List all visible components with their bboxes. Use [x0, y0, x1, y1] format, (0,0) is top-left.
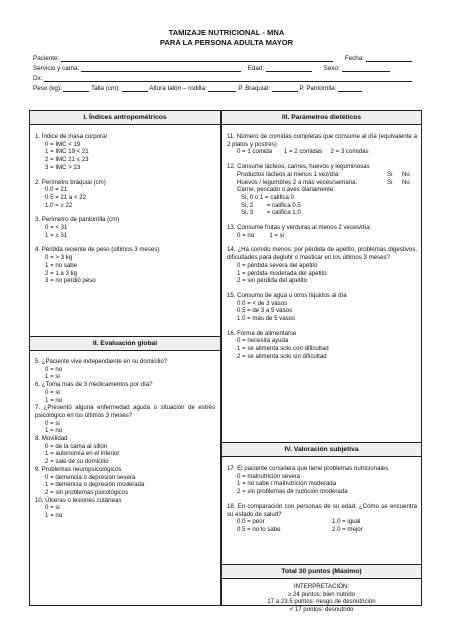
ppantorrilla-field[interactable]	[338, 85, 362, 92]
q12-rating: Si, 0 o 1 = califica 0	[241, 193, 295, 201]
q8-label: 8. Movilidad	[35, 435, 68, 443]
q18-label: 18. En comparación con personas de su edad, ¿Cómo se encuentra su estado de salud?	[227, 502, 417, 518]
section-indices: I. Índices antropométricos	[29, 110, 221, 125]
q10-option: 1 = no	[45, 512, 63, 520]
q12-row-lacteos	[227, 171, 417, 179]
section-valoracion: IV. Valoración subjetiva	[221, 442, 422, 457]
servicio-label: Servicio y cama:	[33, 65, 80, 72]
q3-option: 1 = ≥ 31	[45, 231, 68, 239]
q6-option: 0 = si	[45, 388, 60, 396]
altura-field[interactable]	[208, 85, 236, 92]
interpretation	[221, 583, 422, 614]
fecha-field[interactable]	[366, 55, 412, 62]
q7-option: 0 = si	[45, 419, 60, 427]
q15-option: 1.0 = más de 5 vasos	[237, 315, 296, 323]
interp-line: 17 a 23.5 puntos: riesgo de desnutrición	[267, 598, 376, 606]
q12-label: 12. Consume lácteos, carnes, huevos y leguminosas	[227, 163, 370, 171]
q18-options-row	[227, 518, 417, 526]
interp-line: < 17 puntos: desnutrido	[289, 606, 354, 614]
q18-option: 0.0 = peor	[237, 518, 265, 526]
q18-options-row	[227, 526, 417, 534]
pbraquial-field[interactable]	[272, 85, 298, 92]
q3-label: 3. Perímetro de pantorrilla (cm)	[35, 216, 120, 224]
ppantorrilla-label: P. Pantorrilla:	[299, 85, 337, 92]
q18-option: 0.5 = no lo sabe	[237, 525, 281, 533]
q17-option: 2 = sin problemas de nutrición moderada	[237, 488, 348, 496]
q14-option: 1 = pérdida moderada del apetito	[237, 269, 327, 277]
q12-row-huevos	[227, 179, 417, 187]
talla-label: Talla (cm):	[91, 85, 121, 92]
q10-label: 10. Úlceras o lesiones cutáneas	[35, 496, 122, 504]
valoracion-content	[227, 465, 417, 534]
q12-carne-label: Carne, pescado o aves diariamente:	[237, 186, 335, 194]
q12-no-label: No	[402, 170, 410, 178]
interp-title: INTERPRETACIÓN:	[293, 583, 350, 590]
header-row-4	[33, 85, 422, 92]
q12-rating: Si, 3 = califica 1.0	[241, 209, 301, 217]
edad-field[interactable]	[266, 65, 312, 72]
q7-option: 1 = no	[45, 427, 63, 435]
q13-options: 0 = no 1 = si	[237, 231, 285, 239]
q18-option: 1.0 = igual	[332, 518, 361, 526]
q12-si-label: Si	[387, 170, 393, 178]
q10-option: 0 = si	[45, 504, 60, 512]
sexo-label: Sexo:	[323, 65, 340, 72]
section-total: Total 30 puntos (Máximo)	[221, 564, 422, 579]
q2-option: 0.5 = 21 a < 22	[45, 193, 86, 201]
q1-option: 1 = IMC 19 < 21	[45, 148, 89, 156]
peso-label: Peso (kg):	[33, 85, 62, 92]
q2-option: 1.0 = ≥ 22	[45, 201, 73, 209]
dx-field[interactable]	[44, 75, 412, 82]
pbraquial-label: P. Braquial:	[238, 85, 270, 92]
talla-field[interactable]	[122, 85, 148, 92]
q9-label: 9. Problemas neuropsicológicos	[35, 465, 122, 473]
q15-option: 0.0 = < de 3 vasos	[237, 299, 288, 307]
peso-field[interactable]	[63, 85, 89, 92]
paciente-label: Paciente:	[33, 55, 60, 62]
q12-no-label: No	[402, 178, 410, 186]
q5-label: 5. ¿Paciente vive independiente en su domicilio?	[35, 358, 168, 365]
parametros-content	[227, 133, 417, 361]
q16-label: 16. Forma de alimentarse	[227, 329, 297, 337]
q4-label: 4. Pérdida reciente de peso (últimos 3 meses)	[35, 246, 160, 254]
q9-option: 0 = demencia o depresión severa	[45, 473, 136, 481]
header-row-3	[33, 75, 422, 82]
q14-label: 14. ¿Ha comido menos: por pérdida de apetito, problemas digestivos, dificultades para deglutir o masticar en los últimos 3 meses?	[227, 246, 417, 262]
q11-options: 0 = 1 comida 1 = 2 comidas 2 = 3 comidas	[237, 148, 369, 156]
q5-option: 0 = no	[45, 365, 63, 373]
q8-option: 1 = autonomía en el interior	[45, 450, 120, 458]
q1-option: 2 = IMC 21 ≤ 23	[45, 156, 89, 164]
q16-option: 2 = se alimenta solo sin dificultad	[237, 352, 327, 360]
indices-content	[35, 133, 215, 285]
section-evaluacion: II. Evaluación global	[29, 336, 221, 351]
q8-option: 0 = de la cama al sillón	[45, 442, 108, 450]
sexo-field[interactable]	[342, 65, 390, 72]
q3-option: 0 = < 31	[45, 224, 68, 232]
evaluacion-content	[35, 358, 215, 520]
q5-option: 1 = si	[45, 373, 60, 381]
q13-label: 13. Consume frutas y verduras al menos 2 veces/día:	[227, 224, 372, 232]
header-row-2	[33, 65, 422, 72]
q12-lacteos-label: Productos lácteos al menos 1 vez/día:	[237, 170, 340, 178]
header-row-1	[33, 55, 422, 62]
servicio-field[interactable]	[81, 65, 241, 72]
form-title: TAMIZAJE NUTRICIONAL - MNA	[168, 28, 285, 37]
q12-si-label: Si	[387, 178, 393, 186]
q9-option: 2 = sin problemas psicológicos	[45, 488, 129, 496]
q1-option: 3 = IMC > 23	[45, 163, 81, 171]
edad-label: Edad:	[247, 65, 265, 72]
dx-label: Dx:	[33, 75, 43, 82]
q6-label: 6. ¿Toma más de 3 medicamentos por día?	[35, 381, 153, 389]
form-subtitle: PARA LA PERSONA ADULTA MAYOR	[159, 38, 294, 47]
q11-label: 11. Número de comidas completas que consume al día (equivalente a 2 platos y postres)	[227, 133, 417, 148]
q1-label: 1. Índice de masa corporal	[35, 133, 107, 140]
q17-label: 17. El paciente considera que tiene problemas nutricionales	[227, 465, 389, 472]
q12-rating: Si, 2 = califica 0.5	[241, 201, 301, 209]
q4-option: 2 = 1 a 3 kg	[45, 269, 78, 277]
q15-option: 0.5 = de 3 a 5 vasos	[237, 307, 293, 315]
q2-label: 2. Perímetro braquial (cm)	[35, 178, 106, 186]
q7-label: 7. ¿Presentó alguna enfermedad aguda o situación de estrés psicológico en los últimos 3 meses?	[35, 404, 215, 419]
altura-label: Altura talón – rodilla:	[149, 85, 207, 92]
q14-option: 0 = pérdida severa del apetito	[237, 261, 318, 269]
q4-option: 1 = no sabe	[45, 261, 78, 269]
q16-option: 0 = necesita ayuda	[237, 337, 289, 345]
q2-option: 0.0 = 21	[45, 186, 68, 194]
q16-option: 1 = se alimenta solo con dificultad	[237, 345, 329, 353]
q4-option: 0 = > 3 kg	[45, 254, 73, 262]
q15-label: 15. Consumo de agua u otros líquidos al día	[227, 291, 347, 299]
q17-option: 0 = malnutrición severa	[237, 472, 301, 480]
q12-huevos-label: Huevos / legumbres 2 a más veces/semana:	[237, 178, 358, 186]
q6-option: 1 = no	[45, 396, 63, 404]
q1-option: 0 = IMC < 19	[45, 140, 81, 148]
q18-option: 2.0 = mejor	[332, 525, 363, 533]
q14-option: 2 = sin pérdida del apetito	[237, 277, 307, 285]
fecha-label: Fecha:	[344, 55, 365, 62]
interp-line: ≥ 24 puntos: bien nutrido	[287, 590, 356, 598]
q9-option: 1 = demencia o depresión moderada	[45, 481, 145, 489]
section-parametros: III. Parámetros dietéticos	[221, 110, 422, 125]
paciente-field[interactable]	[61, 55, 333, 62]
q4-option: 3 = no perdió peso	[45, 277, 96, 285]
q17-option: 1 = no sabe / malnutrición moderada	[237, 480, 337, 488]
q8-option: 2 = sale de su domicilio	[45, 458, 109, 466]
